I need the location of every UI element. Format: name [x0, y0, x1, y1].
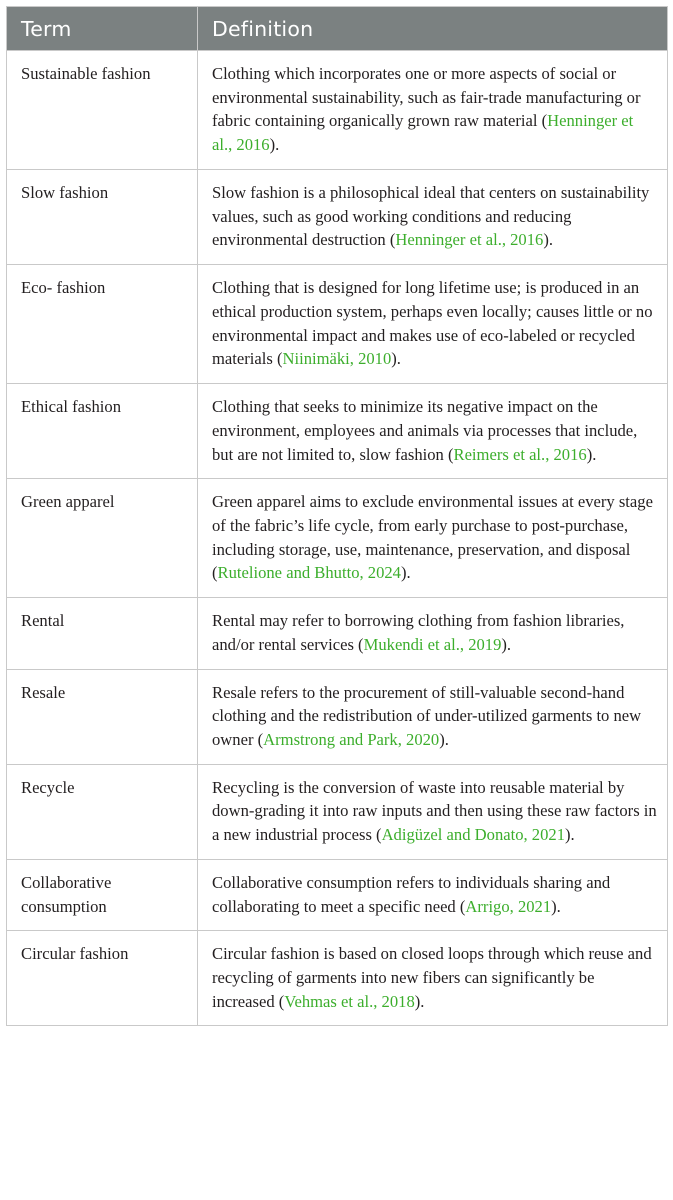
term-cell: Collaborative consumption	[7, 859, 198, 930]
definition-end: ).	[586, 444, 597, 464]
definition-cell	[198, 931, 668, 1026]
header-definition: Definition	[198, 7, 668, 51]
citation-link[interactable]: Vehmas et al., 2018	[284, 991, 415, 1011]
definition-text: Collaborative consumption refers to individuals sharing and collaborating to meet a specific need (	[212, 872, 611, 916]
citation-link[interactable]: Arrigo, 2021	[465, 896, 552, 916]
term-cell: Resale	[7, 669, 198, 764]
definition-text: Clothing that seeks to minimize its negative impact on the environment, employees and animals via processes that include, but are not limited to, slow fashion (	[212, 397, 638, 464]
definition-cell	[198, 598, 668, 669]
citation-link[interactable]: Mukendi et al., 2019	[363, 634, 502, 654]
definition-end: ).	[400, 563, 411, 583]
table-header	[7, 7, 668, 51]
table-row	[7, 479, 668, 598]
header-term: Term	[7, 7, 198, 51]
term-cell: Sustainable fashion	[7, 51, 198, 170]
definition-end: ).	[551, 896, 561, 916]
term-cell: Circular fashion	[7, 931, 198, 1026]
table-row	[7, 170, 668, 265]
definition-end: ).	[501, 634, 512, 654]
citation-link[interactable]: Niinimäki, 2010	[282, 349, 392, 369]
citation-link[interactable]: Henninger et al., 2016	[395, 230, 544, 250]
definition-text: Rental may refer to borrowing clothing from fashion libraries, and/or rental services (	[212, 611, 625, 654]
table-body	[7, 51, 668, 1026]
term-cell: Recycle	[7, 764, 198, 859]
definition-text: Circular fashion is based on closed loops through which reuse and recycling of garments into new fibers can significantly be increased (	[212, 944, 652, 1011]
term-cell: Slow fashion	[7, 170, 198, 265]
definition-text: Clothing which incorporates one or more aspects of social or environmental sustainability, such as fair-trade manufacturing or fabric containing organically grown raw material (	[212, 64, 641, 131]
definition-cell	[198, 170, 668, 265]
citation-link[interactable]: Armstrong and Park, 2020	[263, 730, 440, 750]
definition-cell	[198, 479, 668, 598]
definition-cell	[198, 669, 668, 764]
table-row	[7, 51, 668, 170]
citation-link[interactable]: Henninger et al., 2016	[212, 111, 634, 155]
table-row	[7, 669, 668, 764]
citation-link[interactable]: Rutelione and Bhutto, 2024	[217, 563, 401, 583]
definition-text: Recycling is the conversion of waste into reusable material by down-grading it into raw inputs and then using these raw factors in a new industrial process (	[212, 777, 657, 845]
definition-end: ).	[414, 991, 425, 1011]
definition-cell	[198, 51, 668, 170]
definition-text: Slow fashion is a philosophical ideal that centers on sustainability values, such as good working conditions and reducing environmental destruction (	[212, 183, 650, 250]
table-row	[7, 265, 668, 384]
definition-end: ).	[391, 349, 401, 369]
table-row	[7, 764, 668, 859]
term-cell: Eco- fashion	[7, 265, 198, 384]
definition-cell	[198, 265, 668, 384]
definition-cell	[198, 859, 668, 930]
definition-end: ).	[565, 825, 575, 845]
term-cell: Ethical fashion	[7, 384, 198, 479]
definition-text: Clothing that is designed for long lifetime use; is produced in an ethical production system, perhaps even locally; causes little or no environmental impact and makes use of eco-labeled or recycled materials (	[212, 278, 653, 369]
definitions-table	[6, 6, 668, 1026]
table-row	[7, 384, 668, 479]
definition-text: Green apparel aims to exclude environmental issues at every stage of the fabric’s life cycle, from early purchase to post-purchase, including storage, use, maintenance, preservation, and disposal (	[212, 492, 653, 583]
table-row	[7, 931, 668, 1026]
definition-end: ).	[543, 230, 554, 250]
definition-text: Resale refers to the procurement of still-valuable second-hand clothing and the redistribution of under-utilized garments to new owner (	[212, 682, 642, 750]
term-cell: Green apparel	[7, 479, 198, 598]
table-row	[7, 598, 668, 669]
definition-end: ).	[439, 730, 449, 750]
citation-link[interactable]: Reimers et al., 2016	[453, 444, 587, 464]
definition-cell	[198, 764, 668, 859]
definition-cell	[198, 384, 668, 479]
header-row	[7, 7, 668, 51]
citation-link[interactable]: Adigüzel and Donato, 2021	[381, 825, 565, 845]
definition-end: ).	[269, 135, 280, 155]
table-row	[7, 859, 668, 930]
term-cell: Rental	[7, 598, 198, 669]
